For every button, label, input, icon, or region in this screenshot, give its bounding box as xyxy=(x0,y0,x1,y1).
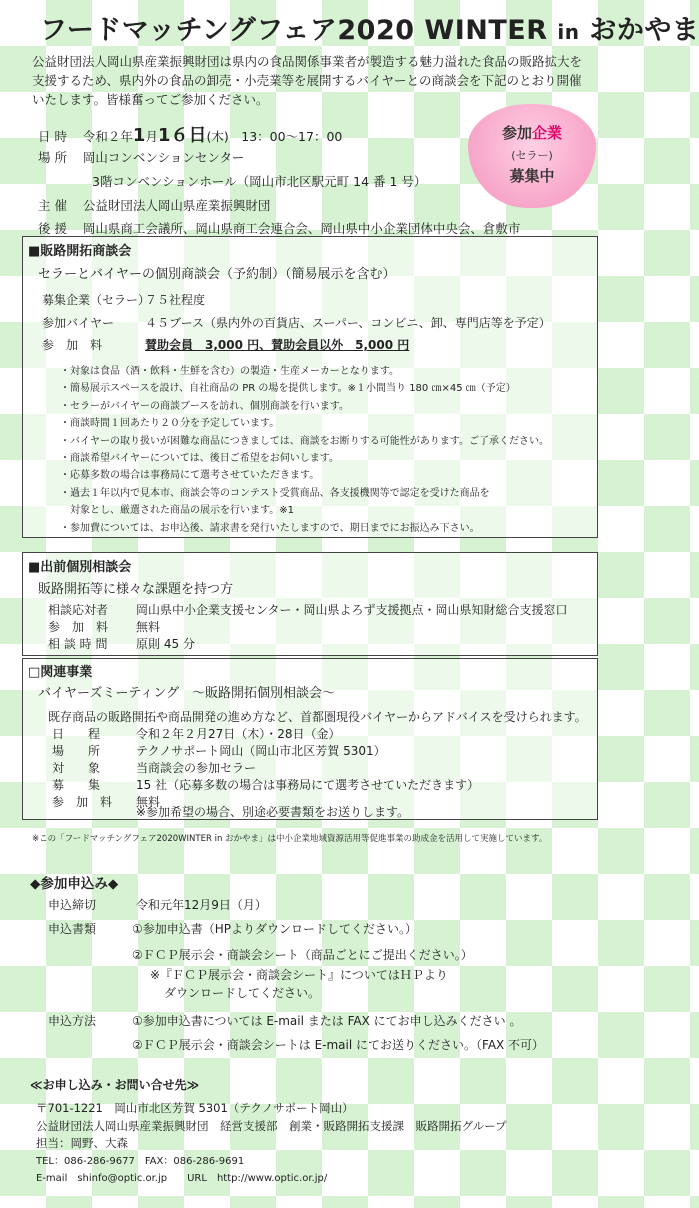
place-label: 場 所 xyxy=(38,150,67,165)
badge-l2: (セラー) xyxy=(511,149,553,162)
title-main: フードマッチングフェア2020 WINTER xyxy=(40,15,548,46)
seller-label: 募集企業（セラー） xyxy=(42,293,151,307)
sec2-value: 岡山県中小企業支援センター・岡山県よろず支援拠点・岡山県知財総合支援窓口 xyxy=(136,603,568,617)
sec2-value: 無料 xyxy=(136,620,161,634)
seller-value: ７５社程度 xyxy=(145,293,206,307)
doc-4: ダウンロードしてください。 xyxy=(164,986,321,1000)
intro-text: 公益財団法人岡山県産業振興財団は県内の食品関係事業者が製造する魅力溢れた食品の販路拡大を支援するため、県内外の食品の卸売・小売業等を展開するバイヤーとの商談会を下記のとおり開催いたします。皆様奮ってご参加ください。 xyxy=(32,54,583,107)
title-in: in xyxy=(557,20,580,44)
contact-head: ≪お申し込み・お問い合せ先≫ xyxy=(30,1078,200,1092)
sec2-label: 参 加 料 xyxy=(48,620,109,634)
date-label: 日 時 xyxy=(38,129,67,144)
title-place: おかやま xyxy=(589,15,699,46)
date-day: 1６ xyxy=(157,125,189,146)
badge-l1b: 企業 xyxy=(532,124,563,142)
date-prefix: 令和２年 xyxy=(82,129,133,144)
sec3-note: ※参加希望の場合、別途必要書類をお送りします。 xyxy=(136,805,410,819)
place-2: 3階コンベンションホール（岡山市北区駅元町 14 番 1 号） xyxy=(92,174,427,189)
bullet-item: ・バイヤーの取り扱いが困難な商品につきましては、商談をお断りする可能性があります。ご了承ください。 xyxy=(60,435,549,447)
sec3-label: 場 所 xyxy=(52,744,101,758)
bullet-item: ・過去１年以内で見本市、商談会等のコンテスト受賞商品、各支援機関等で認定を受けた商品を xyxy=(60,487,490,499)
doc-2: ②ＦＣＰ展示会・商談会シート（商品ごとにご提出ください。） xyxy=(132,948,473,962)
bullet-item: ・簡易展示スペースを設け、自社商品の PR の場を提供します。※１小間当り 180 ㎝×45 ㎝（予定） xyxy=(60,383,516,395)
method-2: ②ＦＣＰ展示会・商談会シートは E-mail にてお送りください。（FAX 不可） xyxy=(132,1038,545,1052)
buyer-value: ４５ブース（県内外の百貨店、スーパー、コンビニ、卸、専門店等を予定） xyxy=(145,316,551,330)
place-row xyxy=(38,148,244,166)
date-day-unit: 日 xyxy=(188,125,207,146)
sec3-head: □関連事業 xyxy=(28,665,93,680)
seller-recruiting-badge xyxy=(468,104,596,208)
method-1: ①参加申込書については E-mail または FAX にてお申し込みください 。 xyxy=(132,1014,522,1028)
sec2-label: 相談応対者 xyxy=(48,603,109,617)
place-1: 岡山コンベンションセンター xyxy=(82,150,245,165)
host-row xyxy=(38,196,270,214)
sec2-value: 原則 45 分 xyxy=(136,637,195,651)
bullet-item: 対象とし、厳選された商品の展示を行います。※1 xyxy=(60,505,294,517)
badge-l3: 募集中 xyxy=(509,167,555,185)
method-label: 申込方法 xyxy=(48,1014,97,1028)
date-suffix: (木) 13：00〜17：00 xyxy=(206,129,343,144)
fee-value: 賛助会員 3,000 円、賛助会員以外 5,000 円 xyxy=(145,338,410,352)
sec3-label: 参 加 料 xyxy=(52,795,113,809)
docs-label: 申込書類 xyxy=(48,922,97,936)
sec3-value: テクノサポート岡山（岡山市北区芳賀 5301） xyxy=(136,744,386,758)
host: 公益財団法人岡山県産業振興財団 xyxy=(82,198,271,213)
doc-3: ※『ＦＣＰ展示会・商談会シート』についてはＨＰより xyxy=(150,968,448,982)
bullet-item: ・対象は食品（酒・飲料・生鮮を含む）の製造・生産メーカーとなります。 xyxy=(60,366,399,377)
support-row xyxy=(38,219,520,237)
contact-block xyxy=(36,1100,507,1188)
sec3-label: 募 集 xyxy=(52,778,101,792)
fee-label: 参 加 料 xyxy=(42,338,103,352)
sec3-label: 日 程 xyxy=(52,727,101,741)
sec3-sub: バイヤーズミーティング 〜販路開拓個別相談会〜 xyxy=(38,686,336,701)
sec3-desc: 既存商品の販路開拓や商品開発の進め方など、首都圏現役バイヤーからアドバイスを受けられます。 xyxy=(48,710,587,724)
bullet-item: ・応募多数の場合は事務局にて選考させていただきます。 xyxy=(60,470,320,482)
sec1-head: ■販路開拓商談会 xyxy=(28,244,132,259)
host-label: 主 催 xyxy=(38,198,67,213)
support-label: 後 援 xyxy=(38,221,67,236)
bullet-item: ・参加費については、お申込後、請求書を発行いたしますので、期日までにお振込み下さい。 xyxy=(60,522,480,534)
page-title xyxy=(40,8,699,47)
support: 岡山県商工会議所、岡山県商工会連合会、岡山県中小企業団体中央会、倉敷市 xyxy=(82,221,521,236)
date-row xyxy=(38,121,342,147)
footnote: ※この「フードマッチングフェア2020WINTER in おかやま」は中小企業地域資源活用等促進事業の助成金を活用して実施しています。 xyxy=(32,834,548,844)
bullet-item: ・商談時間１回あたり２０分を予定しています。 xyxy=(60,418,280,430)
deadline-label: 申込締切 xyxy=(48,898,97,912)
contact-person: 担当：岡野、大森 xyxy=(36,1136,128,1150)
apply-head: ◆参加申込み◆ xyxy=(30,876,119,892)
contact-phone: TEL：086-286-9677 FAX：086-286-9691 xyxy=(36,1155,245,1167)
sec3-value: 15 社（応募多数の場合は事務局にて選考させていただきます） xyxy=(136,778,480,792)
sec3-label: 対 象 xyxy=(52,761,101,775)
sec1-bullets xyxy=(60,363,549,537)
sec3-value: 当商談会の参加セラー xyxy=(136,761,257,775)
badge-l1a: 参加 xyxy=(501,124,532,142)
contact-address: 〒701-1221 岡山市北区芳賀 5301（テクノサポート岡山） xyxy=(36,1101,354,1115)
deadline: 令和元年12月9日（月） xyxy=(136,898,267,912)
sec2-sub: 販路開拓等に様々な課題を持つ方 xyxy=(38,582,234,597)
date-month-unit: 月 xyxy=(145,129,158,144)
contact-org: 公益財団法人岡山県産業振興財団 経営支援部 創業・販路開拓支援課 販路開拓グループ xyxy=(36,1118,507,1133)
doc-1: ①参加申込書（HPよりダウンロードしてください。） xyxy=(132,922,418,936)
date-month: 1 xyxy=(132,125,146,146)
buyer-label: 参加バイヤー xyxy=(42,316,115,330)
sec2-label: 相 談 時 間 xyxy=(48,637,108,651)
contact-email-url: E-mail shinfo@optic.or.jp URL http://www.optic.or.jp/ xyxy=(36,1173,328,1184)
sec3-value: 令和２年２月27日（木）・28日（金） xyxy=(136,727,341,741)
bullet-item: ・商談希望バイヤーについては、後日ご希望をお伺いします。 xyxy=(60,453,339,465)
bullet-item: ・セラーがバイヤーの商談ブースを訪れ、個別商談を行います。 xyxy=(60,400,349,412)
sec3-value: 無料 xyxy=(136,795,161,809)
sec1-sub: セラーとバイヤーの個別商談会（予約制）（簡易展示を含む） xyxy=(38,267,396,282)
sec2-head: ■出前個別相談会 xyxy=(28,560,132,575)
